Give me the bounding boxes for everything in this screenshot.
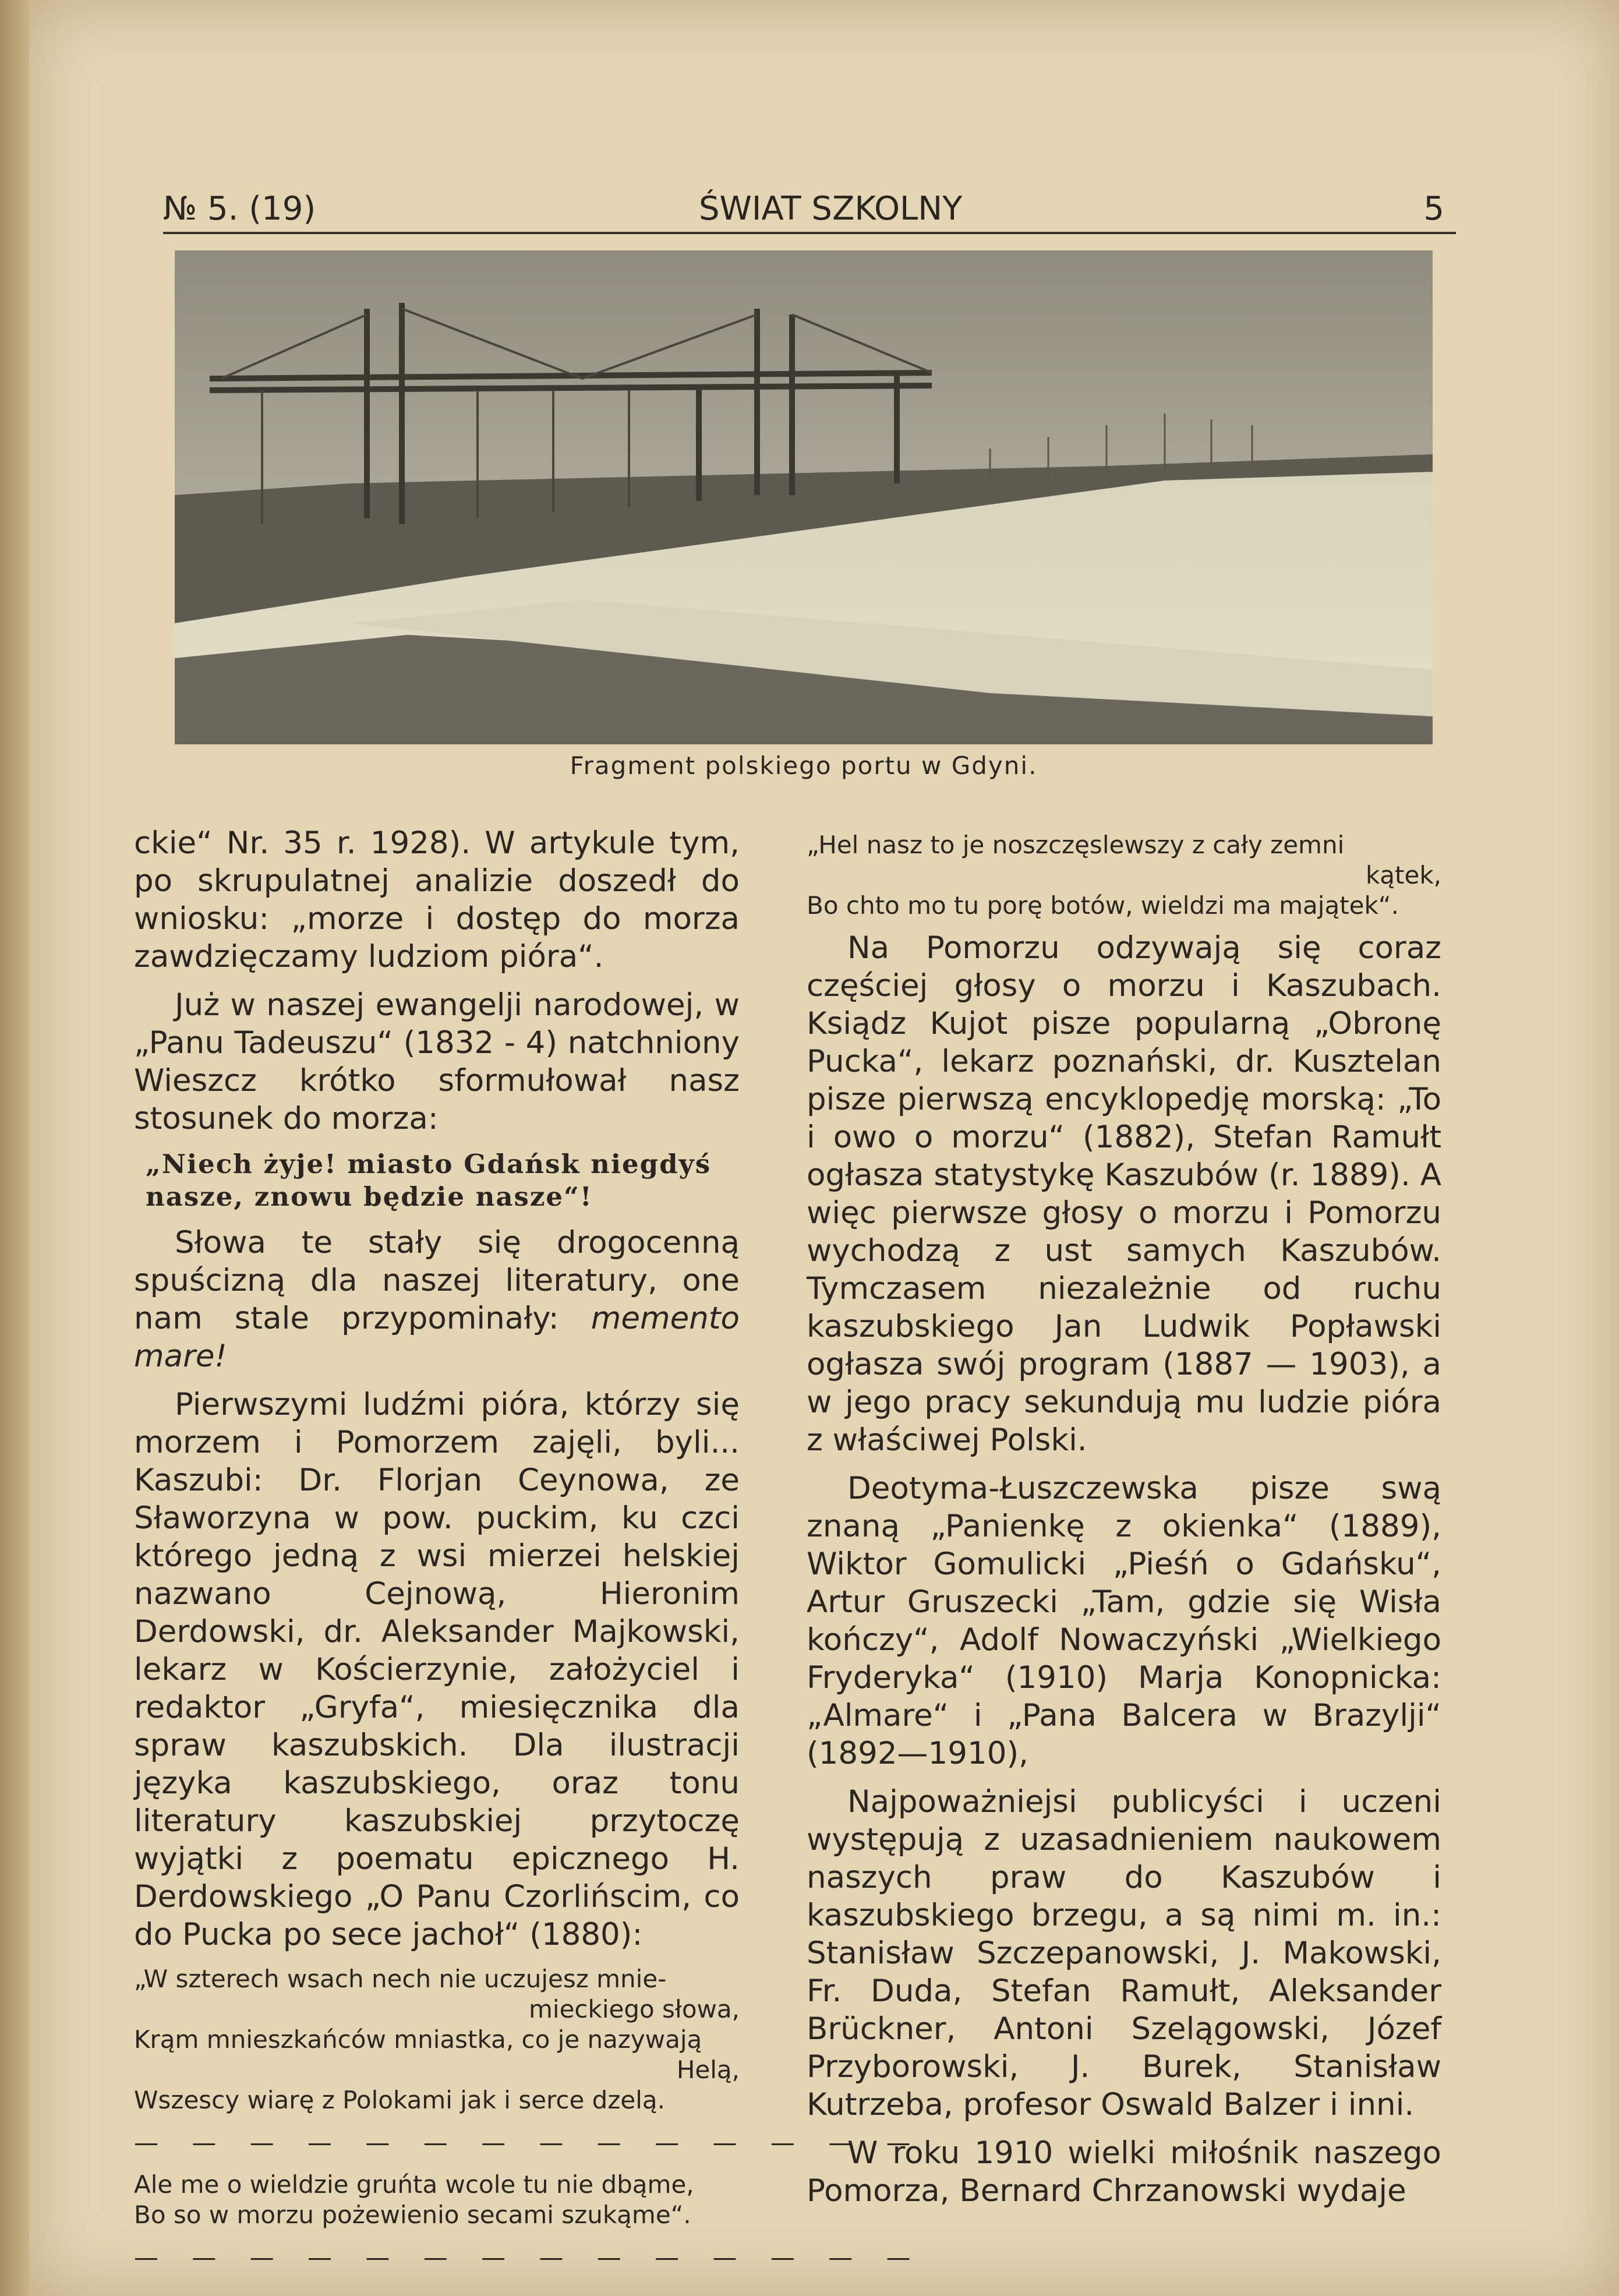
verse-line: mieckiego słowa, bbox=[528, 1995, 740, 2023]
paragraph: Najpoważniejsi publicyści i uczeni występują z uzasadnieniem naukowem naszych praw do Kaszubów i kaszubskiego brzegu, a są nimi m. in.: Stanisław Szczepanowski, J. Makowski, Fr. Duda, Stefan Ramułt, Aleksander Brückner, Antoni Szelągowski, Józef Przyborowski, J. Burek, Stanisław Kutrzeba, profesor Oswald Balzer i inni. bbox=[807, 1784, 1441, 2122]
port-photograph bbox=[175, 250, 1433, 744]
dash-separator: — — — — — — — — — — — — — — bbox=[134, 2243, 924, 2272]
verse-line: Ale me o wieldzie gruńta wcole tu nie dbąme, bbox=[134, 2170, 694, 2199]
kashubian-verse bbox=[807, 830, 1441, 921]
paragraph: Na Pomorzu odzywają się coraz częściej głosy o morzu i Kaszubach. Ksiądz Kujot pisze popularną „Obronę Pucka“, lekarz poznański, dr. Kusztelan pisze pierwszą encyklopedję morską: „To i owo o morzu“ (1882), Stefan Ramułt ogłasza statystykę Kaszubów (r. 1889). A więc pierwsze głosy o morzu i Pomorzu wychodzą z ust samych Kaszubów. Tymczasem niezależnie od ruchu kaszubskiego Jan Ludwik Popławski ogłasza swój program (1887 — 1903), a w jego pracy sekundują mu ludzie pióra z właściwej Polski. bbox=[807, 930, 1441, 1458]
paragraph: Deotyma-Łuszczewska pisze swą znaną „Panienkę z okienka“ (1889), Wiktor Gomulicki „Pieśń o Gdańsku“, Artur Gruszecki „Tam, gdzie się Wisła kończy“, Adolf Nowaczyński „Wielkiego Fryderyka“ (1910) Marja Konopnicka: „Almare“ i „Pana Balcera w Brazylji“ (1892—1910), bbox=[807, 1471, 1441, 1771]
latin-phrase: memento mare! bbox=[134, 1301, 740, 1374]
quotation: „Niech żyje! miasto Gdańsk niegdyś nasze, znowu będzie nasze“! bbox=[146, 1149, 712, 1212]
verse-line: Krąm mnieszkańców mniastka, co je nazywają bbox=[134, 2025, 702, 2054]
paragraph: W roku 1910 wielki miłośnik naszego Pomorza, Bernard Chrzanowski wydaje bbox=[807, 2135, 1441, 2209]
kashubian-verse bbox=[134, 1964, 740, 2115]
paragraph: Już w naszej ewangelji narodowej, w „Panu Tadeuszu“ (1832 - 4) natchniony Wieszcz krótko sformułował nasz stosunek do morza: bbox=[134, 987, 740, 1136]
verse-line: Helą, bbox=[676, 2055, 740, 2084]
dash-separator: — — — — — — — — — — — — — — bbox=[134, 2128, 924, 2157]
paragraph bbox=[134, 1224, 740, 1375]
kashubian-verse bbox=[134, 2170, 740, 2230]
left-column bbox=[134, 824, 924, 2284]
magazine-title: ŚWIAT SZKOLNY bbox=[699, 190, 963, 228]
page-number: 5 bbox=[1423, 190, 1444, 228]
verse-line: Wszescy wiarę z Polokami jak i serce dzelą. bbox=[134, 2086, 665, 2114]
paragraph: Pierwszymi ludźmi pióra, którzy się morzem i Pomorzem zajęli, byli... Kaszubi: Dr. Florjan Ceynowa, ze Sławorzyna w pow. puckim, ku czci którego jedną z wsi mierzei helskiej nazwano Cejnową, Hieronim Derdowski, dr. Aleksander Majkowski, lekarz w Kościerzynie, założyciel i redaktor „Gryfa“, miesięcznika dla spraw kaszubskich. Dla ilustracji języka kaszubskiego, oraz tonu literatury kaszubskiej przytoczę wyjątki z poematu epicznego H. Derdowskiego „O Panu Czorlińscim, co do Pucka po sece jachoł“ (1880): bbox=[134, 1387, 740, 1952]
verse-line: Bo so w morzu pożewienio secami szukąme“. bbox=[134, 2200, 691, 2229]
right-column bbox=[807, 824, 1441, 2220]
verse-line: Bo chto mo tu porę botów, wieldzi ma majątek“. bbox=[807, 891, 1399, 920]
issue-number: № 5. (19) bbox=[163, 190, 316, 228]
verse-line: „W szterech wsach nech nie uczujesz mnie- bbox=[134, 1965, 667, 1993]
verse-line: kątek, bbox=[1365, 861, 1441, 889]
paragraph-text: Słowa te stały się drogocenną spuścizną dla naszej literatury, one nam stale przypominały: bbox=[134, 1225, 740, 1336]
photo-caption: Fragment polskiego portu w Gdyni. bbox=[570, 751, 1038, 780]
page-header bbox=[163, 185, 1456, 234]
verse-line: „Hel nasz to je noszczęslewszy z cały zemni bbox=[807, 831, 1345, 859]
paragraph: ckie“ Nr. 35 r. 1928). W artykule tym, po skrupulatnej analizie doszedł do wniosku: „morze i dostęp do morza zawdzięczamy ludziom pióra“. bbox=[134, 825, 740, 974]
port-photo-illustration bbox=[175, 250, 1433, 744]
